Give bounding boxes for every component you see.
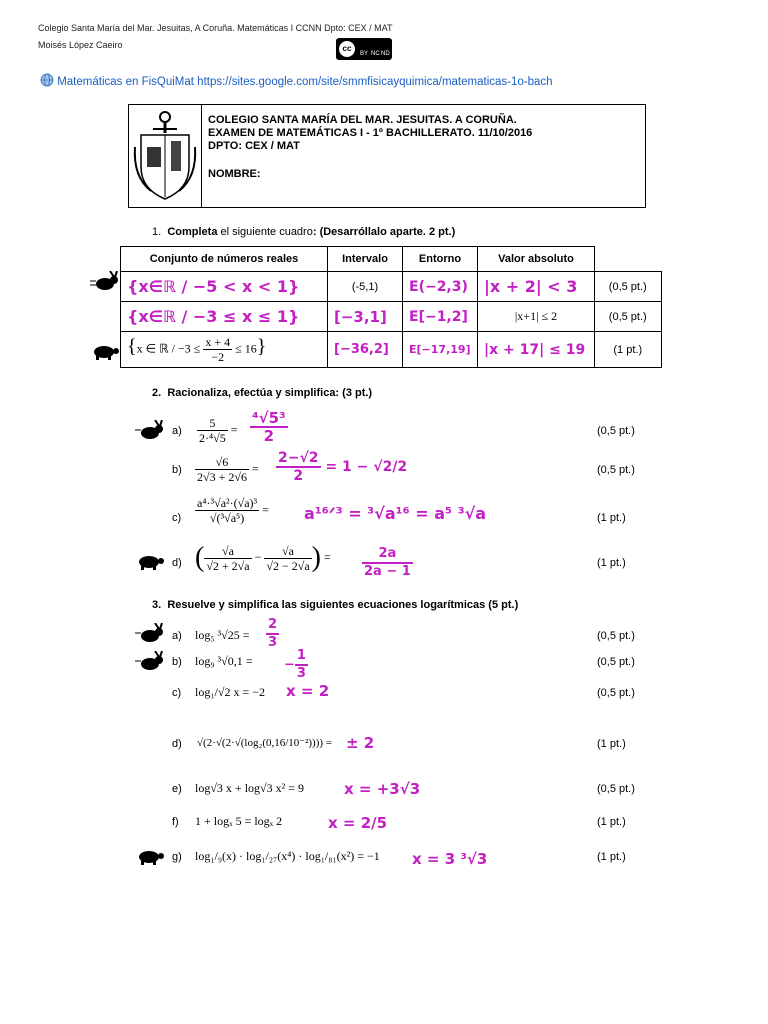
answer-entorno: E[−1,2]: [409, 308, 468, 325]
turtle-icon: [135, 846, 165, 871]
abs-value: |x+1| ≤ 2: [514, 309, 558, 323]
q3g-expr: log₁/₉(x) · log₁/₂₇(x⁴) · log₁/₈₁(x²) = −1: [195, 849, 380, 863]
table-row: [121, 302, 662, 332]
q3c-answer: x = 2: [286, 682, 330, 700]
points: (0,5 pt.): [597, 425, 635, 437]
cc-icon: cc: [339, 41, 355, 57]
q2c-answer: a¹⁶ᐟ³ = ³√a¹⁶ = a⁵ ³√a: [304, 504, 487, 523]
site-link[interactable]: [40, 73, 553, 88]
q3d-answer: ± 2: [346, 734, 375, 752]
q1-number: 1.: [152, 226, 162, 238]
rabbit-icon: [135, 623, 165, 650]
header-line-1: Colegio Santa María del Mar. Jesuitas, A Coruña. Matemáticas I CCNN Dpto: CEX / MAT: [38, 23, 393, 33]
q3g-answer: x = 3 ³√3: [412, 850, 488, 868]
col-header-set: Conjunto de números reales: [121, 247, 328, 272]
q3e-label: e): [172, 783, 182, 795]
points: (0,5 pt.): [597, 687, 635, 699]
rabbit-icon: [90, 271, 120, 298]
q1-title: [152, 226, 455, 238]
q3b-label: b): [172, 656, 182, 668]
q3-title: [152, 599, 518, 611]
col-header-entorno: Entorno: [403, 247, 478, 272]
exam-header-box: [128, 104, 646, 208]
rabbit-icon: [135, 651, 165, 678]
q2b-label: b): [172, 464, 182, 476]
q3c-label: c): [172, 687, 182, 699]
q3b-answer: − $\frac{1}{3}$: [284, 648, 306, 681]
cc-license-badge[interactable]: [336, 38, 392, 60]
turtle-icon: [90, 341, 120, 366]
points: (1 pt.): [597, 512, 626, 524]
q2a-label: a): [172, 425, 182, 437]
answer-abs: |x + 2| < 3: [484, 277, 578, 296]
q3a-expr: log₅ ³√25 =: [195, 628, 250, 642]
school-crest-icon: [131, 107, 199, 203]
answer-abs: |x + 17| ≤ 19: [484, 341, 586, 358]
points: (1 pt.): [597, 557, 626, 569]
col-header-abs: Valor absoluto: [478, 247, 595, 272]
set-expr-den: −2: [211, 350, 225, 364]
points: (1 pt.): [597, 851, 626, 863]
q3a-label: a): [172, 630, 182, 642]
answer-entorno: E(−2,3): [409, 278, 468, 295]
link-label: Matemáticas en FisQuiMat: [57, 76, 194, 88]
q2b-expr: $\frac{√6}{2√3 + 2√6}$ =: [197, 455, 259, 484]
department: DPTO: CEX / MAT: [208, 140, 300, 152]
answer-set: {x∈ℝ / −3 ≤ x ≤ 1}: [127, 307, 300, 326]
q3b-expr: log₉ ³√0,1 =: [195, 654, 253, 668]
col-header-interval: Intervalo: [328, 247, 403, 272]
points: (0,5 pt.): [608, 280, 647, 293]
license-nc: NC: [371, 51, 380, 57]
q1-text: el siguiente cuadro: [217, 226, 313, 238]
q3e-expr: log√3 x + log√3 x² = 9: [195, 781, 304, 795]
q3-text: Resuelve y simplifica las siguientes ecuaciones logarítmicas (5 pt.): [167, 599, 519, 611]
school-title: COLEGIO SANTA MARÍA DEL MAR. JESUITAS. A CORUÑA.: [208, 114, 517, 126]
q2c-label: c): [172, 512, 182, 524]
set-expr-pre: x ∈ ℝ / −3 ≤: [136, 341, 201, 356]
q2a-answer: $\frac{\text{⁴√5³}}{2}$: [252, 409, 286, 445]
turtle-icon: [135, 551, 165, 576]
q2a-expr: $\frac{5}{\text{2·⁴√5}}$ =: [199, 416, 238, 445]
points: (0,5 pt.): [608, 310, 647, 323]
table-row: [121, 272, 662, 302]
set-expr-post: ≤ 16: [235, 341, 257, 356]
q3f-label: f): [172, 816, 179, 828]
q2d-label: d): [172, 557, 182, 569]
globe-icon: [40, 76, 57, 88]
answer-interval: [−36,2]: [334, 342, 389, 357]
q2c-expr: $\frac{\text{a⁴·³√a²·(√a)³}}{\text{√(³√a⁵)}}$ =: [197, 496, 269, 525]
q3d-expr: √(2·√(2·√(log₂(0,16/10⁻²)))) =: [197, 737, 332, 749]
exam-title: EXAMEN DE MATEMÁTICAS I - 1º BACHILLERATO. 11/10/2016: [208, 127, 533, 139]
q2-title: [152, 387, 372, 399]
q2d-expr: ( $\frac{√a}{√2 + 2√a}$ − $\frac{√a}{√2 - 2√a}$ ) =: [195, 542, 331, 573]
answer-entorno: E[−17,19]: [409, 343, 471, 356]
table-row: {x ∈ ℝ / −3 ≤ $\frac{x + 4}{-2}$ ≤ 16} [−36,2] E[−17,19] |x + 17| ≤ 19 (1 pt.): [121, 332, 662, 368]
q2b-answer: $\frac{2-√2}{2}$ = 1 − √2/2: [278, 450, 408, 484]
name-label: NOMBRE:: [208, 168, 261, 180]
points: (0,5 pt.): [597, 783, 635, 795]
q2d-answer: $\frac{2a}{2a - 1}$: [364, 546, 411, 579]
points: (0,5 pt.): [597, 464, 635, 476]
q3g-label: g): [172, 851, 182, 863]
points: (0,5 pt.): [597, 656, 635, 668]
license-by: BY: [360, 51, 369, 57]
points: (1 pt.): [613, 343, 643, 356]
q3e-answer: x = +3√3: [344, 780, 421, 798]
points: (1 pt.): [597, 816, 626, 828]
q1-table: [120, 246, 662, 368]
interval-value: (-5,1): [351, 280, 379, 293]
q2-number: 2.: [152, 387, 162, 399]
points: (0,5 pt.): [597, 630, 635, 642]
q2-text: Racionaliza, efectúa y simplifica: (3 pt.): [167, 387, 373, 399]
points: (1 pt.): [597, 738, 626, 750]
q3c-expr: log₁/√2 x = −2: [195, 685, 265, 699]
link-url: https://sites.google.com/site/smmfisicayquimica/matematicas-1o-bach: [197, 76, 553, 88]
q1-bold-2: : (Desarróllalo aparte. 2 pt.): [312, 226, 456, 238]
answer-interval: [−3,1]: [334, 307, 387, 326]
header-line-2: Moisés López Caeiro: [38, 40, 123, 50]
q3d-label: d): [172, 738, 182, 750]
q1-bold-1: Completa: [167, 226, 218, 238]
q3f-expr: 1 + logₓ 5 = logₓ 2: [195, 814, 283, 828]
set-expr-num: x + 4: [205, 335, 231, 349]
answer-set: {x∈ℝ / −5 < x < 1}: [127, 277, 300, 296]
rabbit-icon: [135, 420, 165, 447]
q3f-answer: x = 2/5: [328, 814, 388, 832]
q3-number: 3.: [152, 599, 162, 611]
license-nd: ND: [381, 51, 390, 57]
q3a-answer: $\frac{2}{3}$: [268, 617, 278, 650]
